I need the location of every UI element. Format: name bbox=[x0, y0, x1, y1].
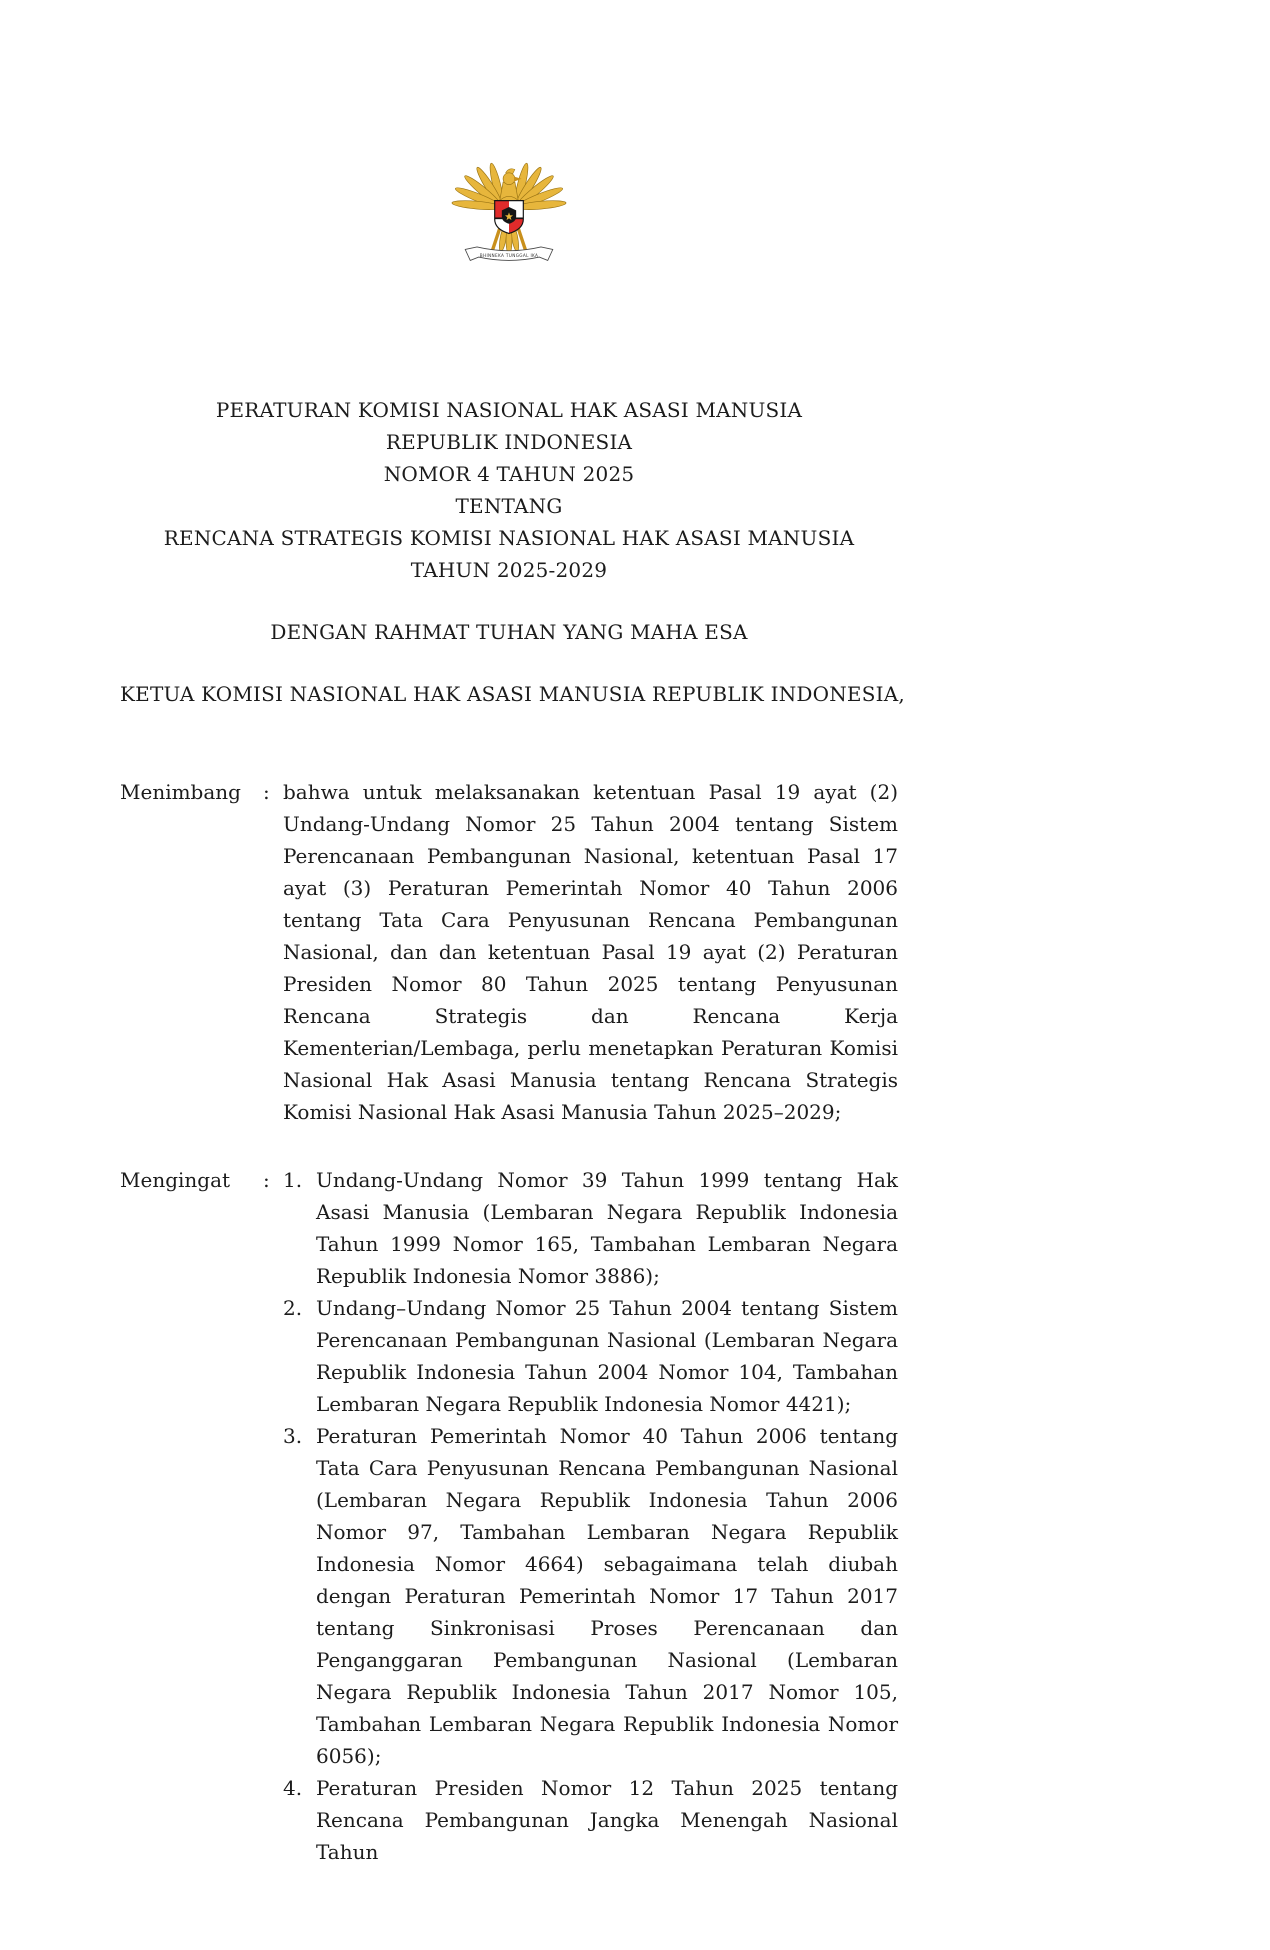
mengingat-clause bbox=[120, 1164, 898, 1868]
document-content bbox=[120, 0, 905, 1868]
menimbang-body bbox=[283, 776, 898, 1128]
item-text: Peraturan Presiden Nomor 12 Tahun 2025 tentang Rencana Pembangunan Jangka Menengah Nasional Tahun bbox=[316, 1776, 898, 1864]
menimbang-paragraph: bahwa untuk melaksanakan ketentuan Pasal 19 ayat (2) Undang-Undang Nomor 25 Tahun 2004 tentang Sistem Perencanaan Pembangunan Nasional, ketentuan Pasal 17 ayat (3) Peraturan Pemerintah Nomor 40 Tahun 2006 tentang Tata Cara Penyusunan Rencana Pembangunan Nasional, dan dan ketentuan Pasal 19 ayat (2) Peraturan Presiden Nomor 80 Tahun 2025 tentang Penyusunan Rencana Strategis dan Rencana Kerja Kementerian/Lembaga, perlu menetapkan Peraturan Komisi Nasional Hak Asasi Manusia tentang Rencana Strategis Komisi Nasional Hak Asasi Manusia Tahun 2025–2029; bbox=[283, 780, 898, 1124]
menimbang-clause bbox=[120, 776, 898, 1128]
legal-basis-item-4 bbox=[283, 1772, 898, 1868]
title-line-4: TENTANG bbox=[455, 494, 563, 518]
item-text: Undang-Undang Nomor 39 Tahun 1999 tentang Hak Asasi Manusia (Lembaran Negara Republik Indonesia Tahun 1999 Nomor 165, Tambahan Lembaran Negara Republik Indonesia Nomor 3886); bbox=[316, 1168, 898, 1288]
head-icon bbox=[503, 173, 515, 185]
legal-basis-item-1 bbox=[283, 1164, 898, 1292]
item-number: 2. bbox=[283, 1296, 303, 1320]
mengingat-label: Mengingat bbox=[120, 1168, 231, 1192]
garuda-emblem-graphic bbox=[450, 140, 568, 268]
menimbang-label: Menimbang bbox=[120, 780, 241, 804]
item-text: Undang–Undang Nomor 25 Tahun 2004 tentang Sistem Perencanaan Pembangunan Nasional (Lembaran Negara Republik Indonesia Tahun 2004 Nomor 104, Tambahan Lembaran Negara Republik Indonesia Nomor 4421); bbox=[316, 1296, 898, 1416]
title-line-1: PERATURAN KOMISI NASIONAL HAK ASASI MANUSIA bbox=[215, 398, 803, 422]
legal-basis-item-2 bbox=[283, 1292, 898, 1420]
item-number: 1. bbox=[283, 1168, 303, 1192]
invocation-line: DENGAN RAHMAT TUHAN YANG MAHA ESA bbox=[270, 620, 748, 644]
item-number: 3. bbox=[283, 1424, 303, 1448]
mengingat-colon: : bbox=[263, 1168, 270, 1192]
item-text: Peraturan Pemerintah Nomor 40 Tahun 2006 tentang Tata Cara Penyusunan Rencana Pembangunan Nasional (Lembaran Negara Republik Indonesia Tahun 2006 Nomor 97, Tambahan Lembaran Negara Republik Indonesia Nomor 4664) sebagaimana telah diubah dengan Peraturan Pemerintah Nomor 17 Tahun 2017 tentang Sinkronisasi Proses Perencanaan dan Penganggaran Pembangunan Nasional (Lembaran Negara Republik Indonesia Tahun 2017 Nomor 105, Tambahan Lembaran Negara Republik Indonesia Nomor 6056); bbox=[316, 1424, 898, 1768]
title-line-5: RENCANA STRATEGIS KOMISI NASIONAL HAK ASASI MANUSIA bbox=[163, 526, 855, 550]
title-line-3: NOMOR 4 TAHUN 2025 bbox=[383, 462, 635, 486]
item-number: 4. bbox=[283, 1776, 303, 1800]
mengingat-body bbox=[283, 1164, 898, 1868]
garuda-pancasila-emblem bbox=[120, 140, 898, 268]
legal-basis-item-3 bbox=[283, 1420, 898, 1772]
emblem-banner-text: BHINNEKA TUNGGAL IKA bbox=[479, 253, 539, 259]
title-line-6: TAHUN 2025-2029 bbox=[410, 558, 608, 582]
document-title-block bbox=[120, 394, 898, 586]
issuing-officer-line: KETUA KOMISI NASIONAL HAK ASASI MANUSIA REPUBLIK INDONESIA, bbox=[120, 682, 905, 706]
title-line-2: REPUBLIK INDONESIA bbox=[385, 430, 633, 454]
menimbang-colon: : bbox=[263, 780, 270, 804]
